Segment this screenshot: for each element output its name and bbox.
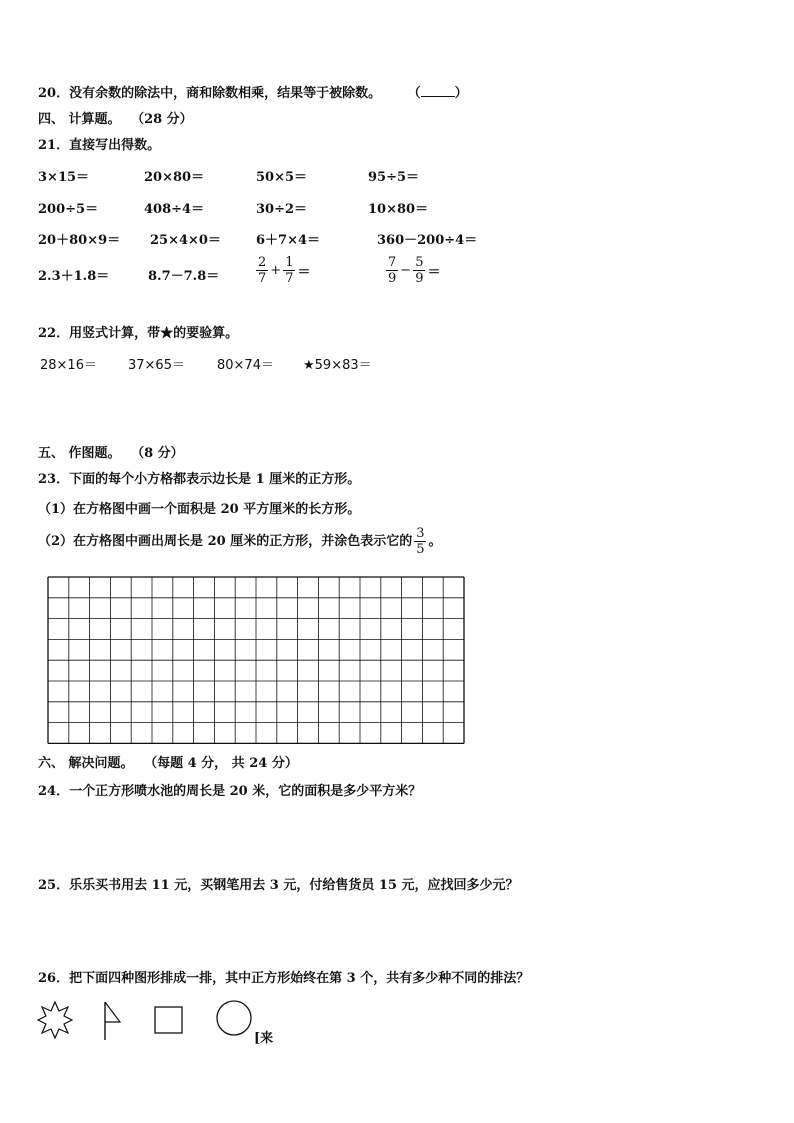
- calc-item: 408÷4＝: [144, 202, 205, 217]
- calc-item: 3×15＝: [38, 170, 90, 185]
- section-4-heading: [38, 108, 193, 127]
- calc-item: 95÷5＝: [368, 170, 420, 185]
- fraction: $\frac{2}{7}$: [258, 255, 267, 286]
- q20-text: 没有余数的除法中，商和除数相乘，结果等于被除数。: [69, 86, 382, 101]
- q20-line: [38, 82, 468, 101]
- q20-paren-open: （: [407, 86, 421, 101]
- calc-item: 2.3＋1.8＝: [38, 269, 110, 284]
- q25-text: 25．乐乐买书用去 11 元，买钢笔用去 3 元，付给售货员 15 元，应找回多少元？: [38, 878, 519, 893]
- q20-number: 20．: [38, 86, 70, 101]
- calc-item: 8.7－7.8＝: [148, 269, 220, 284]
- section-4-title: 四、 计算题。: [38, 112, 121, 127]
- vertical-calc-item: 28×16＝: [40, 358, 97, 373]
- calc-item: 360－200÷4＝: [377, 233, 478, 248]
- fraction: $\frac{5}{9}$: [415, 255, 424, 286]
- q22-title: 22．用竖式计算，带★的要验算。: [38, 326, 239, 341]
- q26-tail-text: [来: [254, 1031, 274, 1046]
- section-6-heading: [38, 752, 298, 771]
- flag-icon: [100, 1000, 126, 1042]
- q26-title: 26．把下面四种图形排成一排，其中正方形始终在第 3 个，共有多少种不同的排法？: [38, 971, 530, 986]
- q23-sub1: （1）在方格图中画一个面积是 20 平方厘米的长方形。: [38, 502, 361, 517]
- star-icon: [36, 1000, 74, 1040]
- fraction-expression-2: $\frac{7}{9}$ − $\frac{5}{9}$ ＝: [388, 255, 441, 286]
- calc-item: 25×4×0＝: [150, 233, 221, 248]
- section-6-title: 六、 解决问题。: [38, 756, 134, 771]
- fraction: $\frac{3}{5}$: [416, 526, 425, 557]
- section-6-score: （每题 4 分， 共 24 分）: [144, 756, 298, 771]
- q20-answer-blank[interactable]: [421, 84, 455, 97]
- q20-paren-close: ）: [454, 86, 468, 101]
- vertical-calc-item: 37×65＝: [128, 358, 185, 373]
- fraction-expression-1: $\frac{2}{7}$ + $\frac{1}{7}$ ＝: [258, 255, 311, 286]
- vertical-calc-item: 80×74＝: [217, 358, 274, 373]
- q23-sub2: （2）在方格图中画出周长是 20 厘米的正方形，并涂色表示它的 $\frac{3}{5}$ 。: [38, 526, 442, 557]
- calc-item: 30÷2＝: [256, 202, 308, 217]
- q23-sub2-text: （2）在方格图中画出周长是 20 厘米的正方形，并涂色表示它的: [38, 534, 413, 549]
- q24-text: 24．一个正方形喷水池的周长是 20 米，它的面积是多少平方米？: [38, 784, 422, 799]
- fraction: $\frac{1}{7}$: [285, 255, 294, 286]
- fraction: $\frac{7}{9}$: [388, 255, 397, 286]
- q21-title: 21．直接写出得数。: [38, 138, 161, 153]
- q23-title: 23．下面的每个小方格都表示边长是 1 厘米的正方形。: [38, 472, 361, 487]
- vertical-calc-item: ★59×83＝: [303, 358, 372, 373]
- calc-item: 10×80＝: [368, 202, 429, 217]
- calc-item: 20×80＝: [144, 170, 205, 185]
- section-5-heading: [38, 442, 184, 461]
- calc-item: 6＋7×4＝: [256, 233, 321, 248]
- circle-icon: [213, 998, 255, 1038]
- square-grid[interactable]: [47, 576, 467, 746]
- section-5-score: （8 分）: [131, 446, 184, 461]
- square-icon: [153, 1005, 185, 1035]
- section-5-title: 五、 作图题。: [38, 446, 121, 461]
- calc-item: 20＋80×9＝: [38, 233, 121, 248]
- calc-item: 50×5＝: [256, 170, 308, 185]
- section-4-score: （28 分）: [131, 112, 193, 127]
- calc-item: 200÷5＝: [38, 202, 99, 217]
